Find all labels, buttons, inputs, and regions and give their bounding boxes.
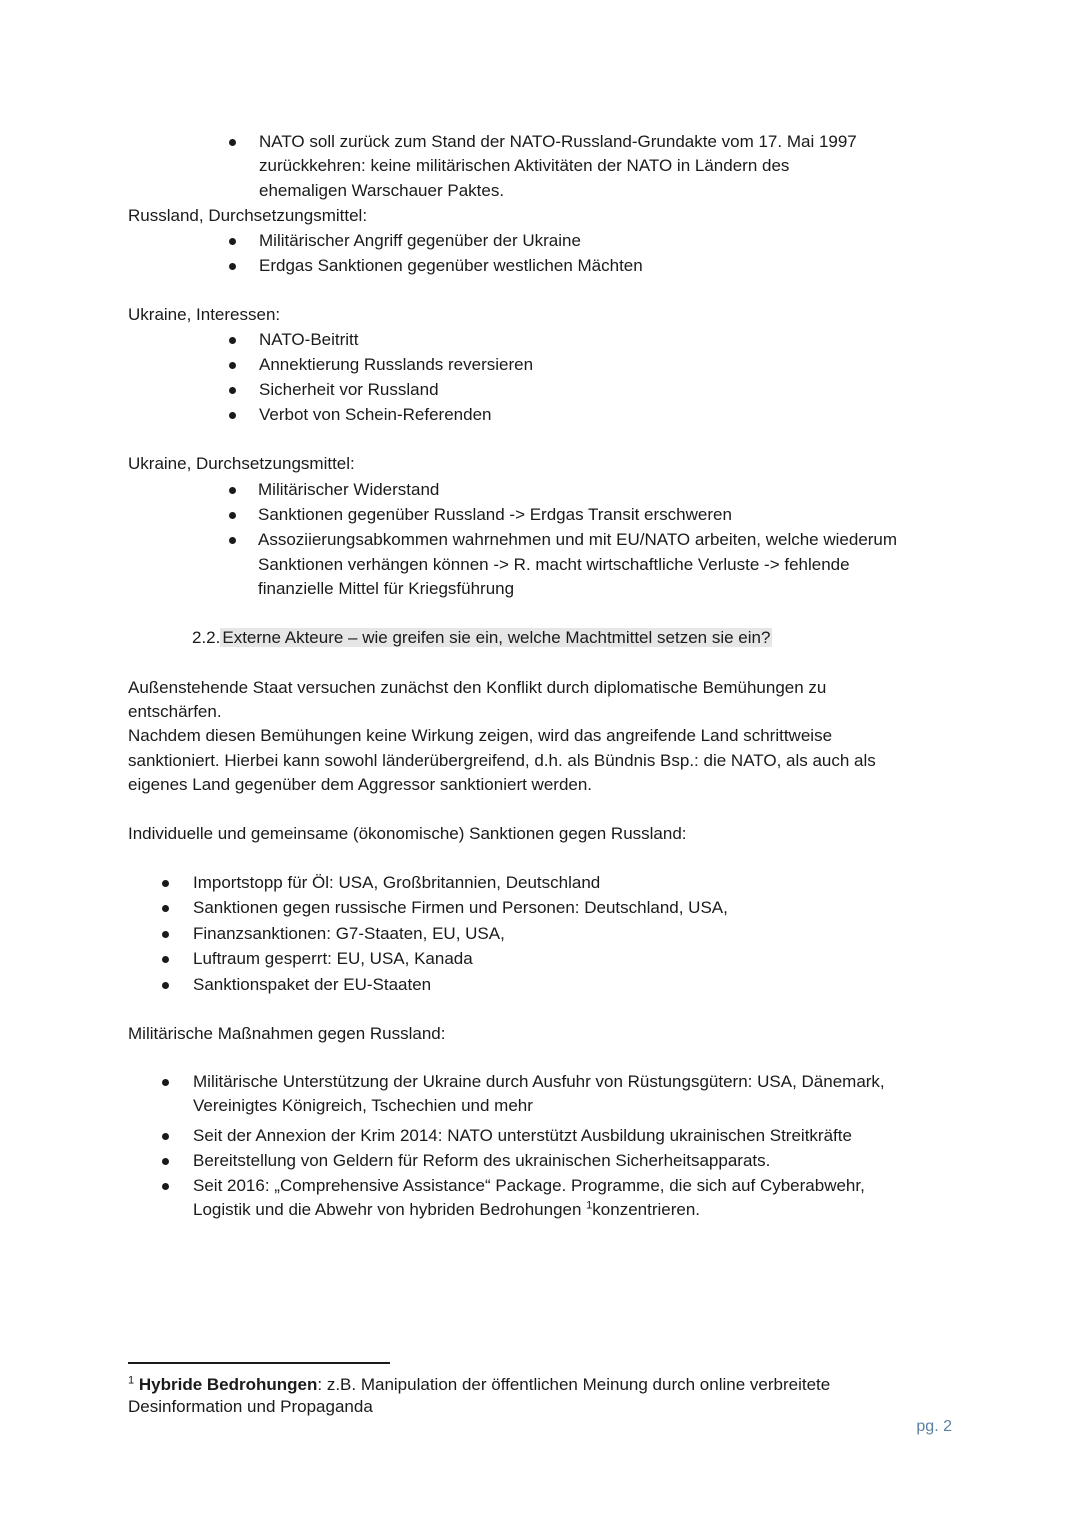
list-item-text: konzentrieren.	[592, 1200, 701, 1219]
footnote-separator	[128, 1362, 390, 1364]
list-item: Luftraum gesperrt: EU, USA, Kanada	[193, 949, 473, 968]
militaer-heading: Militärische Maßnahmen gegen Russland:	[128, 1024, 446, 1043]
bullet	[162, 982, 169, 989]
bullet	[229, 537, 236, 544]
bullet	[162, 931, 169, 938]
list-item-line-2: Sanktionen verhängen können -> R. macht wirtschaftliche Verluste -> fehlende	[258, 555, 850, 574]
bullet	[162, 905, 169, 912]
bullet	[229, 487, 236, 494]
bullet	[162, 1158, 169, 1165]
russland-mittel-heading: Russland, Durchsetzungsmittel:	[128, 206, 368, 225]
list-item: Bereitstellung von Geldern für Reform des ukrainischen Sicherheitsapparats.	[193, 1151, 771, 1170]
bullet	[162, 880, 169, 887]
section-heading	[192, 626, 772, 650]
section-number: 2.2.	[192, 628, 221, 647]
page-number: pg. 2	[916, 1418, 952, 1435]
intro-line-3: Nachdem diesen Bemühungen keine Wirkung zeigen, wird das angreifende Land schrittweise	[128, 726, 833, 745]
list-item: Sanktionspaket der EU-Staaten	[193, 975, 432, 994]
list-item-line-1: Seit 2016: „Comprehensive Assistance“ Package. Programme, die sich auf Cyberabwehr,	[193, 1176, 865, 1195]
bullet	[229, 238, 236, 245]
intro-line-2: entschärfen.	[128, 702, 222, 721]
bullet	[229, 512, 236, 519]
list-item-line-2	[193, 1198, 700, 1222]
list-item-line-1: Militärische Unterstützung der Ukraine durch Ausfuhr von Rüstungsgütern: USA, Dänemark,	[193, 1072, 885, 1091]
list-item-line-1: Assoziierungsabkommen wahrnehmen und mit EU/NATO arbeiten, welche wiederum	[258, 530, 898, 549]
bullet	[229, 412, 236, 419]
sanktionen-heading: Individuelle und gemeinsame (ökonomische) Sanktionen gegen Russland:	[128, 824, 687, 843]
intro-line-5: eigenes Land gegenüber dem Aggressor sanktioniert werden.	[128, 775, 593, 794]
bullet	[229, 139, 236, 146]
intro-line-1: Außenstehende Staat versuchen zunächst den Konflikt durch diplomatische Bemühungen zu	[128, 678, 827, 697]
footnote-line-2: Desinformation und Propaganda	[128, 1397, 373, 1416]
intro-line-4: sanktioniert. Hierbei kann sowohl länderübergreifend, d.h. als Bündnis Bsp.: die NATO, als auch als	[128, 751, 876, 770]
list-item: Importstopp für Öl: USA, Großbritannien, Deutschland	[193, 873, 601, 892]
list-item: Annektierung Russlands reversieren	[259, 355, 534, 374]
list-item: NATO-Beitritt	[259, 330, 359, 349]
bullet	[162, 956, 169, 963]
bullet	[229, 337, 236, 344]
list-item: Verbot von Schein-Referenden	[259, 405, 492, 424]
list-item-text: Logistik und die Abwehr von hybriden Bedrohungen	[193, 1200, 587, 1219]
footnote-term: Hybride Bedrohungen	[138, 1375, 318, 1394]
footnote-mark: 1	[128, 1374, 135, 1387]
bullet	[229, 362, 236, 369]
bullet	[229, 387, 236, 394]
list-item: Finanzsanktionen: G7-Staaten, EU, USA,	[193, 924, 505, 943]
list-item: Militärischer Angriff gegenüber der Ukraine	[259, 231, 581, 250]
bullet	[162, 1183, 169, 1190]
list-item-line-3: finanzielle Mittel für Kriegsführung	[258, 579, 515, 598]
list-item-line-2: Vereinigtes Königreich, Tschechien und mehr	[193, 1096, 533, 1115]
footnote-reference[interactable]: 1	[586, 1199, 593, 1212]
ukraine-mittel-heading: Ukraine, Durchsetzungsmittel:	[128, 454, 355, 473]
bullet	[162, 1133, 169, 1140]
list-item: Sicherheit vor Russland	[259, 380, 439, 399]
nato-bullet-line-2: zurückkehren: keine militärischen Aktivitäten der NATO in Ländern des	[259, 156, 790, 175]
list-item: Sanktionen gegen russische Firmen und Personen: Deutschland, USA,	[193, 898, 728, 917]
list-item: Sanktionen gegenüber Russland -> Erdgas Transit erschweren	[258, 505, 732, 524]
footnote-text: : z.B. Manipulation der öffentlichen Meinung durch online verbreitete	[317, 1375, 831, 1394]
nato-bullet-line-3: ehemaligen Warschauer Paktes.	[259, 181, 505, 200]
footnote-line-1	[128, 1374, 830, 1396]
ukraine-interessen-heading: Ukraine, Interessen:	[128, 305, 281, 324]
list-item: Militärischer Widerstand	[258, 480, 440, 499]
bullet	[162, 1079, 169, 1086]
nato-bullet-line-1: NATO soll zurück zum Stand der NATO-Russland-Grundakte vom 17. Mai 1997	[259, 132, 857, 151]
section-title: Externe Akteure – wie greifen sie ein, welche Machtmittel setzen sie ein?	[222, 628, 771, 647]
list-item: Erdgas Sanktionen gegenüber westlichen Mächten	[259, 256, 643, 275]
list-item: Seit der Annexion der Krim 2014: NATO unterstützt Ausbildung ukrainischen Streitkräfte	[193, 1126, 852, 1145]
bullet	[229, 263, 236, 270]
